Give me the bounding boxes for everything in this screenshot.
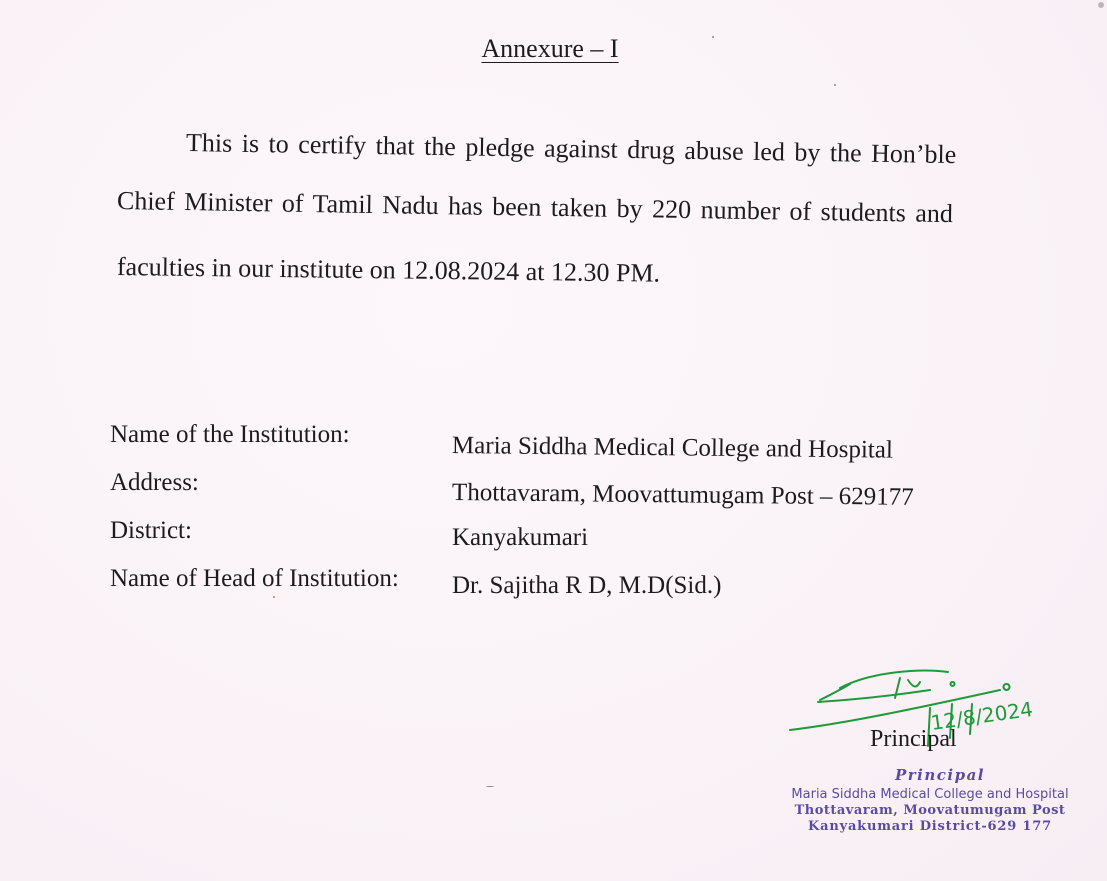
certificate-line-3: faculties in our institute on 12.08.2024 at 12.30 PM. <box>116 252 661 288</box>
signature-date: 12/8/2024 <box>929 696 1035 735</box>
stamp-line-2: Thottavaram, Moovatumugam Post <box>794 803 1066 818</box>
annexure-heading: Annexure – I <box>481 34 619 63</box>
paper-speck <box>273 596 275 598</box>
paper-speck <box>1098 2 1104 8</box>
certificate-line-1: This is to certify that the pledge against drug abuse led by the Hon’ble <box>185 128 957 170</box>
institution-name-value: Maria Siddha Medical College and Hospital <box>451 432 893 464</box>
paper-speck <box>834 84 836 86</box>
district-label: District: <box>110 517 192 544</box>
stamp-line-1: Maria Siddha Medical College and Hospital <box>791 787 1069 802</box>
district-value: Kanyakumari <box>452 524 589 551</box>
principal-label: Principal <box>870 726 957 752</box>
head-of-institution-label: Name of Head of Institution: <box>110 565 399 592</box>
paper-speck <box>486 786 494 787</box>
head-of-institution-value: Dr. Sajitha R D, M.D(Sid.) <box>452 572 722 599</box>
address-value: Thottavaram, Moovattumugam Post – 629177 <box>451 479 914 511</box>
certificate-line-2: Chief Minister of Tamil Nadu has been taken by 220 number of students and <box>116 186 954 229</box>
stamp-line-3: Kanyakumari District-629 177 <box>808 819 1052 834</box>
paper-speck <box>712 36 714 38</box>
principal-office-stamp <box>760 766 1100 834</box>
stamp-title: Principal <box>894 766 986 784</box>
institution-name-label: Name of the Institution: <box>110 421 350 448</box>
address-label: Address: <box>110 469 199 496</box>
